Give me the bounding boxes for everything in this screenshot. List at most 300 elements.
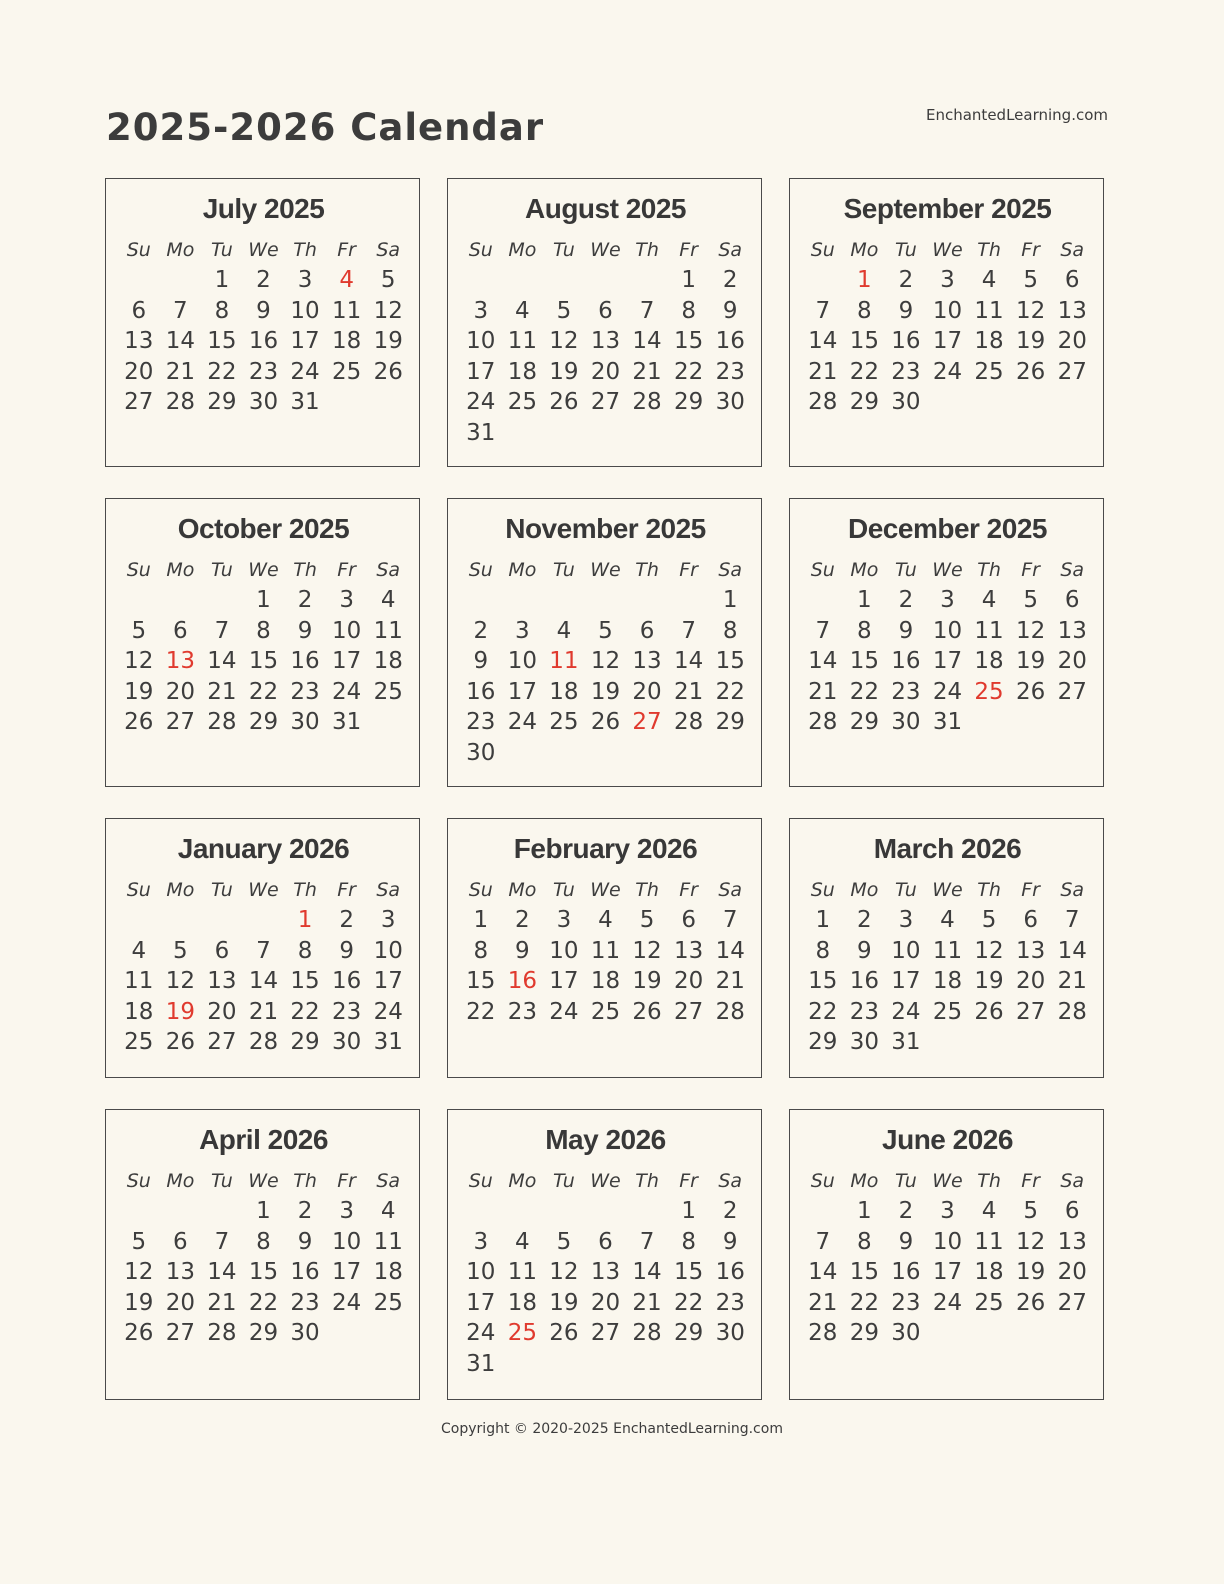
day-cell: 3	[380, 907, 396, 933]
day-cell: 2	[297, 587, 313, 613]
day-cell: 27	[673, 998, 704, 1025]
day-cell: 9	[297, 617, 313, 644]
weekday-header: We	[590, 239, 621, 261]
day-cell: 19	[1015, 1259, 1046, 1285]
day-cell: 7	[639, 1228, 655, 1255]
day-cell: 9	[256, 297, 271, 324]
day-cell: 1	[857, 267, 872, 293]
day-cell: 17	[373, 968, 403, 994]
day-cell: 6	[1064, 1198, 1080, 1224]
weekday-header: We	[248, 879, 279, 901]
day-cell: 18	[590, 968, 621, 994]
day-cell: 3	[556, 907, 572, 933]
weekday-header: Mo	[508, 559, 537, 581]
day-cell: 7	[214, 617, 230, 644]
day-cell: 13	[1057, 1228, 1087, 1255]
day-cell: 13	[673, 937, 704, 964]
day-cell: 17	[549, 968, 579, 994]
weekday-header: Mo	[850, 1170, 879, 1192]
day-cell: 21	[165, 358, 195, 385]
weekday-header: Mo	[850, 879, 879, 901]
day-cell: 20	[124, 358, 154, 385]
weekday-header: Fr	[679, 559, 698, 581]
day-cell: 31	[331, 709, 362, 735]
day-cell: 4	[598, 907, 613, 933]
day-cell: 30	[891, 709, 921, 735]
weekday-header: We	[932, 239, 963, 261]
day-cell: 7	[681, 617, 696, 644]
day-cell: 4	[380, 587, 396, 613]
weekday-header: Tu	[553, 559, 575, 581]
day-cell: 14	[808, 328, 838, 354]
day-cell: 25	[507, 1320, 537, 1346]
month-title: June 2026	[882, 1124, 1013, 1155]
month-title: April 2026	[199, 1124, 328, 1155]
day-cell: 9	[898, 617, 914, 644]
day-cell: 24	[331, 1289, 362, 1316]
day-cell: 2	[898, 587, 914, 613]
weekday-header: Fr	[337, 559, 356, 581]
day-cell: 27	[632, 709, 662, 735]
day-cell: 29	[673, 1320, 704, 1346]
day-cell: 5	[1023, 267, 1038, 293]
day-cell: 14	[632, 1259, 662, 1285]
month-card-april-2026	[105, 1109, 420, 1400]
weekday-header: We	[590, 559, 621, 581]
weekday-header: We	[248, 559, 279, 581]
day-cell: 14	[207, 1259, 237, 1285]
day-cell: 18	[974, 328, 1004, 354]
weekday-header: Th	[293, 559, 317, 581]
weekday-header: Sa	[376, 239, 401, 261]
day-cell: 23	[290, 1289, 320, 1316]
day-cell: 26	[549, 1320, 579, 1346]
day-cell: 16	[290, 648, 320, 674]
day-cell: 12	[590, 648, 621, 674]
day-cell: 30	[331, 1029, 362, 1055]
day-cell: 10	[932, 1228, 963, 1255]
day-cell: 18	[331, 328, 362, 354]
day-cell: 6	[131, 297, 147, 324]
day-cell: 6	[639, 617, 655, 644]
weekday-header-row	[460, 557, 751, 583]
day-cell: 3	[473, 1228, 489, 1255]
month-card-july-2025	[105, 178, 420, 467]
weekday-header: Mo	[166, 559, 195, 581]
day-cell: 8	[681, 1228, 696, 1255]
day-cell: 19	[632, 968, 662, 994]
day-cell: 26	[632, 998, 662, 1025]
weekday-header: Tu	[553, 879, 575, 901]
day-cell: 19	[590, 678, 621, 705]
day-cell: 24	[891, 998, 921, 1025]
day-cell: 23	[248, 358, 279, 385]
day-cell: 25	[507, 389, 537, 415]
day-cell: 7	[722, 907, 738, 933]
day-cell: 25	[932, 998, 963, 1025]
weekday-header: Tu	[553, 239, 575, 261]
day-cell: 16	[290, 1259, 320, 1285]
day-cell: 16	[891, 328, 921, 354]
day-cell: 23	[891, 1289, 921, 1316]
day-cell: 26	[124, 1320, 154, 1346]
weekday-header: Sa	[376, 879, 401, 901]
day-cell: 24	[466, 389, 496, 415]
day-cell: 26	[549, 389, 579, 415]
weekday-header: We	[932, 559, 963, 581]
day-cell: 4	[981, 587, 997, 613]
calendar-grid	[105, 178, 1105, 1400]
day-cell: 18	[507, 1289, 537, 1316]
weekday-header-row	[118, 1168, 409, 1194]
month-title: January 2026	[177, 833, 350, 864]
weekday-header: Su	[468, 1170, 493, 1192]
day-cell: 6	[1023, 907, 1038, 933]
weekday-header-row	[460, 237, 751, 263]
weekday-header: We	[590, 879, 621, 901]
day-cell: 28	[715, 998, 745, 1025]
weekday-header-row	[460, 877, 751, 903]
day-cell: 19	[124, 678, 154, 705]
day-cell: 30	[290, 709, 320, 735]
day-cell: 24	[290, 358, 320, 385]
month-card-august-2025	[447, 178, 762, 467]
day-cell: 6	[173, 1228, 188, 1255]
day-cell: 6	[1064, 587, 1080, 613]
day-cell: 12	[373, 297, 403, 324]
day-cell: 19	[1015, 328, 1046, 354]
day-cell: 6	[681, 907, 696, 933]
day-cell: 5	[639, 907, 655, 933]
day-cell: 9	[339, 937, 354, 964]
days-grid	[460, 1196, 751, 1379]
day-cell: 23	[715, 1289, 745, 1316]
day-cell: 3	[297, 267, 313, 293]
day-cell: 28	[632, 1320, 662, 1346]
days-grid	[802, 265, 1093, 418]
day-cell: 28	[632, 389, 662, 415]
day-cell: 20	[590, 358, 621, 385]
day-cell: 28	[808, 709, 838, 735]
month-title: October 2025	[177, 513, 350, 544]
day-cell: 20	[1015, 968, 1046, 994]
day-cell: 20	[1057, 328, 1087, 354]
day-cell: 26	[165, 1029, 195, 1055]
weekday-header: Th	[977, 239, 1001, 261]
weekday-header-row	[460, 1168, 751, 1194]
day-cell: 4	[556, 617, 572, 644]
weekday-header: Su	[468, 879, 493, 901]
weekday-header-row	[118, 557, 409, 583]
day-cell: 21	[207, 1289, 237, 1316]
day-cell: 8	[256, 617, 271, 644]
day-cell: 28	[165, 389, 195, 415]
day-cell: 20	[1057, 648, 1087, 674]
day-cell: 8	[857, 1228, 872, 1255]
weekday-header: Sa	[1060, 1170, 1085, 1192]
day-cell: 26	[974, 998, 1004, 1025]
day-cell: 22	[849, 1289, 879, 1316]
weekday-header: Mo	[850, 559, 879, 581]
day-cell: 11	[974, 1228, 1004, 1255]
day-cell: 1	[857, 1198, 872, 1224]
day-cell: 13	[207, 968, 237, 994]
weekday-header: Su	[810, 879, 835, 901]
day-cell: 18	[373, 1259, 403, 1285]
day-cell: 16	[466, 678, 496, 705]
day-cell: 14	[632, 328, 662, 354]
day-cell: 15	[207, 328, 237, 354]
day-cell: 30	[891, 389, 921, 415]
day-cell: 5	[380, 267, 396, 293]
day-cell: 14	[673, 648, 704, 674]
day-cell: 15	[673, 328, 704, 354]
day-cell: 6	[598, 297, 613, 324]
day-cell: 11	[549, 648, 579, 674]
day-cell: 27	[165, 1320, 195, 1346]
weekday-header-row	[802, 237, 1093, 263]
day-cell: 27	[1057, 678, 1087, 705]
day-cell: 21	[632, 358, 662, 385]
weekday-header-row	[802, 877, 1093, 903]
day-cell: 5	[556, 1228, 572, 1255]
day-cell: 9	[515, 937, 530, 964]
day-cell: 21	[207, 678, 237, 705]
day-cell: 16	[891, 1259, 921, 1285]
day-cell: 23	[331, 998, 362, 1025]
day-cell: 16	[715, 1259, 745, 1285]
weekday-header: Sa	[376, 1170, 401, 1192]
day-cell: 15	[248, 648, 279, 674]
day-cell: 22	[466, 998, 496, 1025]
day-cell: 21	[673, 678, 704, 705]
weekday-header: Th	[293, 1170, 317, 1192]
day-cell: 1	[681, 267, 696, 293]
day-cell: 19	[549, 358, 579, 385]
day-cell: 29	[849, 1320, 879, 1346]
weekday-header: Tu	[895, 1170, 917, 1192]
day-cell: 9	[857, 937, 872, 964]
day-cell: 3	[515, 617, 530, 644]
day-cell: 1	[815, 907, 831, 933]
day-cell: 12	[1015, 297, 1046, 324]
weekday-header: Su	[810, 1170, 835, 1192]
day-cell: 2	[256, 267, 271, 293]
weekday-header-row	[118, 237, 409, 263]
day-cell: 17	[507, 678, 537, 705]
day-cell: 26	[373, 358, 403, 385]
day-cell: 19	[165, 998, 195, 1025]
day-cell: 23	[891, 678, 921, 705]
day-cell: 21	[632, 1289, 662, 1316]
weekday-header: Th	[635, 559, 659, 581]
weekday-header: Th	[635, 879, 659, 901]
weekday-header-row	[802, 1168, 1093, 1194]
day-cell: 17	[932, 1259, 963, 1285]
day-cell: 2	[339, 907, 354, 933]
day-cell: 22	[808, 998, 838, 1025]
day-cell: 18	[507, 358, 537, 385]
weekday-header: Fr	[1021, 1170, 1040, 1192]
month-card-october-2025	[105, 498, 420, 787]
day-cell: 7	[256, 937, 271, 964]
day-cell: 25	[331, 358, 362, 385]
days-grid	[802, 905, 1093, 1058]
day-cell: 11	[932, 937, 963, 964]
day-cell: 22	[248, 1289, 279, 1316]
weekday-header: Sa	[1060, 879, 1085, 901]
day-cell: 13	[632, 648, 662, 674]
weekday-header: Mo	[166, 239, 195, 261]
day-cell: 15	[808, 968, 838, 994]
day-cell: 29	[715, 709, 745, 735]
month-title: February 2026	[513, 833, 698, 864]
day-cell: 15	[290, 968, 320, 994]
day-cell: 14	[1057, 937, 1087, 964]
day-cell: 25	[373, 678, 403, 705]
day-cell: 11	[974, 617, 1004, 644]
weekday-header: Fr	[679, 879, 698, 901]
day-cell: 9	[722, 297, 738, 324]
day-cell: 25	[124, 1029, 154, 1055]
day-cell: 15	[849, 328, 879, 354]
day-cell: 1	[256, 587, 271, 613]
day-cell: 28	[248, 1029, 279, 1055]
day-cell: 3	[898, 907, 914, 933]
day-cell: 29	[290, 1029, 320, 1055]
day-cell: 8	[857, 297, 872, 324]
month-card-may-2026	[447, 1109, 762, 1400]
day-cell: 24	[549, 998, 579, 1025]
weekday-header: Fr	[1021, 239, 1040, 261]
day-cell: 1	[857, 587, 872, 613]
day-cell: 25	[974, 1289, 1004, 1316]
weekday-header: Sa	[718, 879, 743, 901]
weekday-header: Tu	[895, 879, 917, 901]
day-cell: 14	[808, 648, 838, 674]
day-cell: 27	[165, 709, 195, 735]
month-card-december-2025	[789, 498, 1104, 787]
day-cell: 22	[849, 678, 879, 705]
day-cell: 21	[808, 678, 838, 705]
day-cell: 4	[940, 907, 955, 933]
day-cell: 27	[1057, 358, 1087, 385]
day-cell: 15	[248, 1259, 279, 1285]
day-cell: 16	[849, 968, 879, 994]
day-cell: 4	[981, 267, 997, 293]
weekday-header: Th	[293, 239, 317, 261]
day-cell: 24	[932, 678, 963, 705]
day-cell: 15	[849, 648, 879, 674]
day-cell: 23	[891, 358, 921, 385]
weekday-header: Su	[126, 879, 151, 901]
day-cell: 22	[849, 358, 879, 385]
day-cell: 12	[632, 937, 662, 964]
day-cell: 24	[932, 358, 963, 385]
day-cell: 20	[632, 678, 662, 705]
day-cell: 25	[590, 998, 621, 1025]
day-cell: 16	[891, 648, 921, 674]
day-cell: 19	[124, 1289, 154, 1316]
page-title: 2025-2026 Calendar	[106, 106, 545, 149]
day-cell: 10	[466, 1259, 496, 1285]
day-cell: 28	[1057, 998, 1087, 1025]
day-cell: 26	[1015, 358, 1046, 385]
day-cell: 20	[1057, 1259, 1087, 1285]
day-cell: 9	[898, 1228, 914, 1255]
day-cell: 1	[297, 907, 313, 933]
day-cell: 12	[124, 648, 154, 674]
weekday-header: Tu	[211, 559, 233, 581]
weekday-header: Sa	[718, 1170, 743, 1192]
day-cell: 16	[715, 328, 745, 354]
day-cell: 2	[898, 267, 914, 293]
day-cell: 11	[974, 297, 1004, 324]
day-cell: 9	[898, 297, 914, 324]
footer-copyright: Copyright © 2020-2025 EnchantedLearning.com	[441, 1421, 783, 1437]
day-cell: 20	[165, 678, 195, 705]
weekday-header: Su	[468, 559, 493, 581]
weekday-header: Mo	[508, 1170, 537, 1192]
weekday-header: Fr	[679, 239, 698, 261]
day-cell: 18	[373, 648, 403, 674]
day-cell: 12	[549, 328, 579, 354]
day-cell: 8	[857, 617, 872, 644]
day-cell: 7	[815, 617, 831, 644]
weekday-header: Tu	[211, 1170, 233, 1192]
day-cell: 29	[248, 1320, 279, 1346]
weekday-header: Mo	[508, 239, 537, 261]
day-cell: 4	[515, 297, 530, 324]
day-cell: 5	[131, 617, 147, 644]
day-cell: 5	[598, 617, 613, 644]
day-cell: 10	[549, 937, 579, 964]
weekday-header: Tu	[895, 559, 917, 581]
day-cell: 24	[932, 1289, 963, 1316]
days-grid	[460, 265, 751, 448]
day-cell: 24	[373, 998, 403, 1025]
day-cell: 22	[248, 678, 279, 705]
day-cell: 24	[466, 1320, 496, 1346]
weekday-header-row	[802, 557, 1093, 583]
day-cell: 10	[932, 617, 963, 644]
day-cell: 23	[507, 998, 537, 1025]
day-cell: 4	[339, 267, 354, 293]
weekday-header: Th	[635, 239, 659, 261]
day-cell: 15	[849, 1259, 879, 1285]
day-cell: 14	[207, 648, 237, 674]
day-cell: 11	[590, 937, 621, 964]
day-cell: 7	[1064, 907, 1080, 933]
day-cell: 24	[331, 678, 362, 705]
day-cell: 6	[1064, 267, 1080, 293]
day-cell: 11	[507, 1259, 537, 1285]
month-title: December 2025	[848, 513, 1047, 544]
month-card-january-2026	[105, 818, 420, 1078]
weekday-header: Su	[126, 1170, 151, 1192]
day-cell: 14	[248, 968, 279, 994]
day-cell: 20	[207, 998, 237, 1025]
day-cell: 17	[891, 968, 921, 994]
day-cell: 3	[940, 267, 955, 293]
day-cell: 5	[981, 907, 997, 933]
day-cell: 5	[556, 297, 572, 324]
day-cell: 25	[373, 1289, 403, 1316]
day-cell: 17	[290, 328, 320, 354]
day-cell: 18	[974, 648, 1004, 674]
day-cell: 16	[248, 328, 279, 354]
day-cell: 2	[297, 1198, 313, 1224]
